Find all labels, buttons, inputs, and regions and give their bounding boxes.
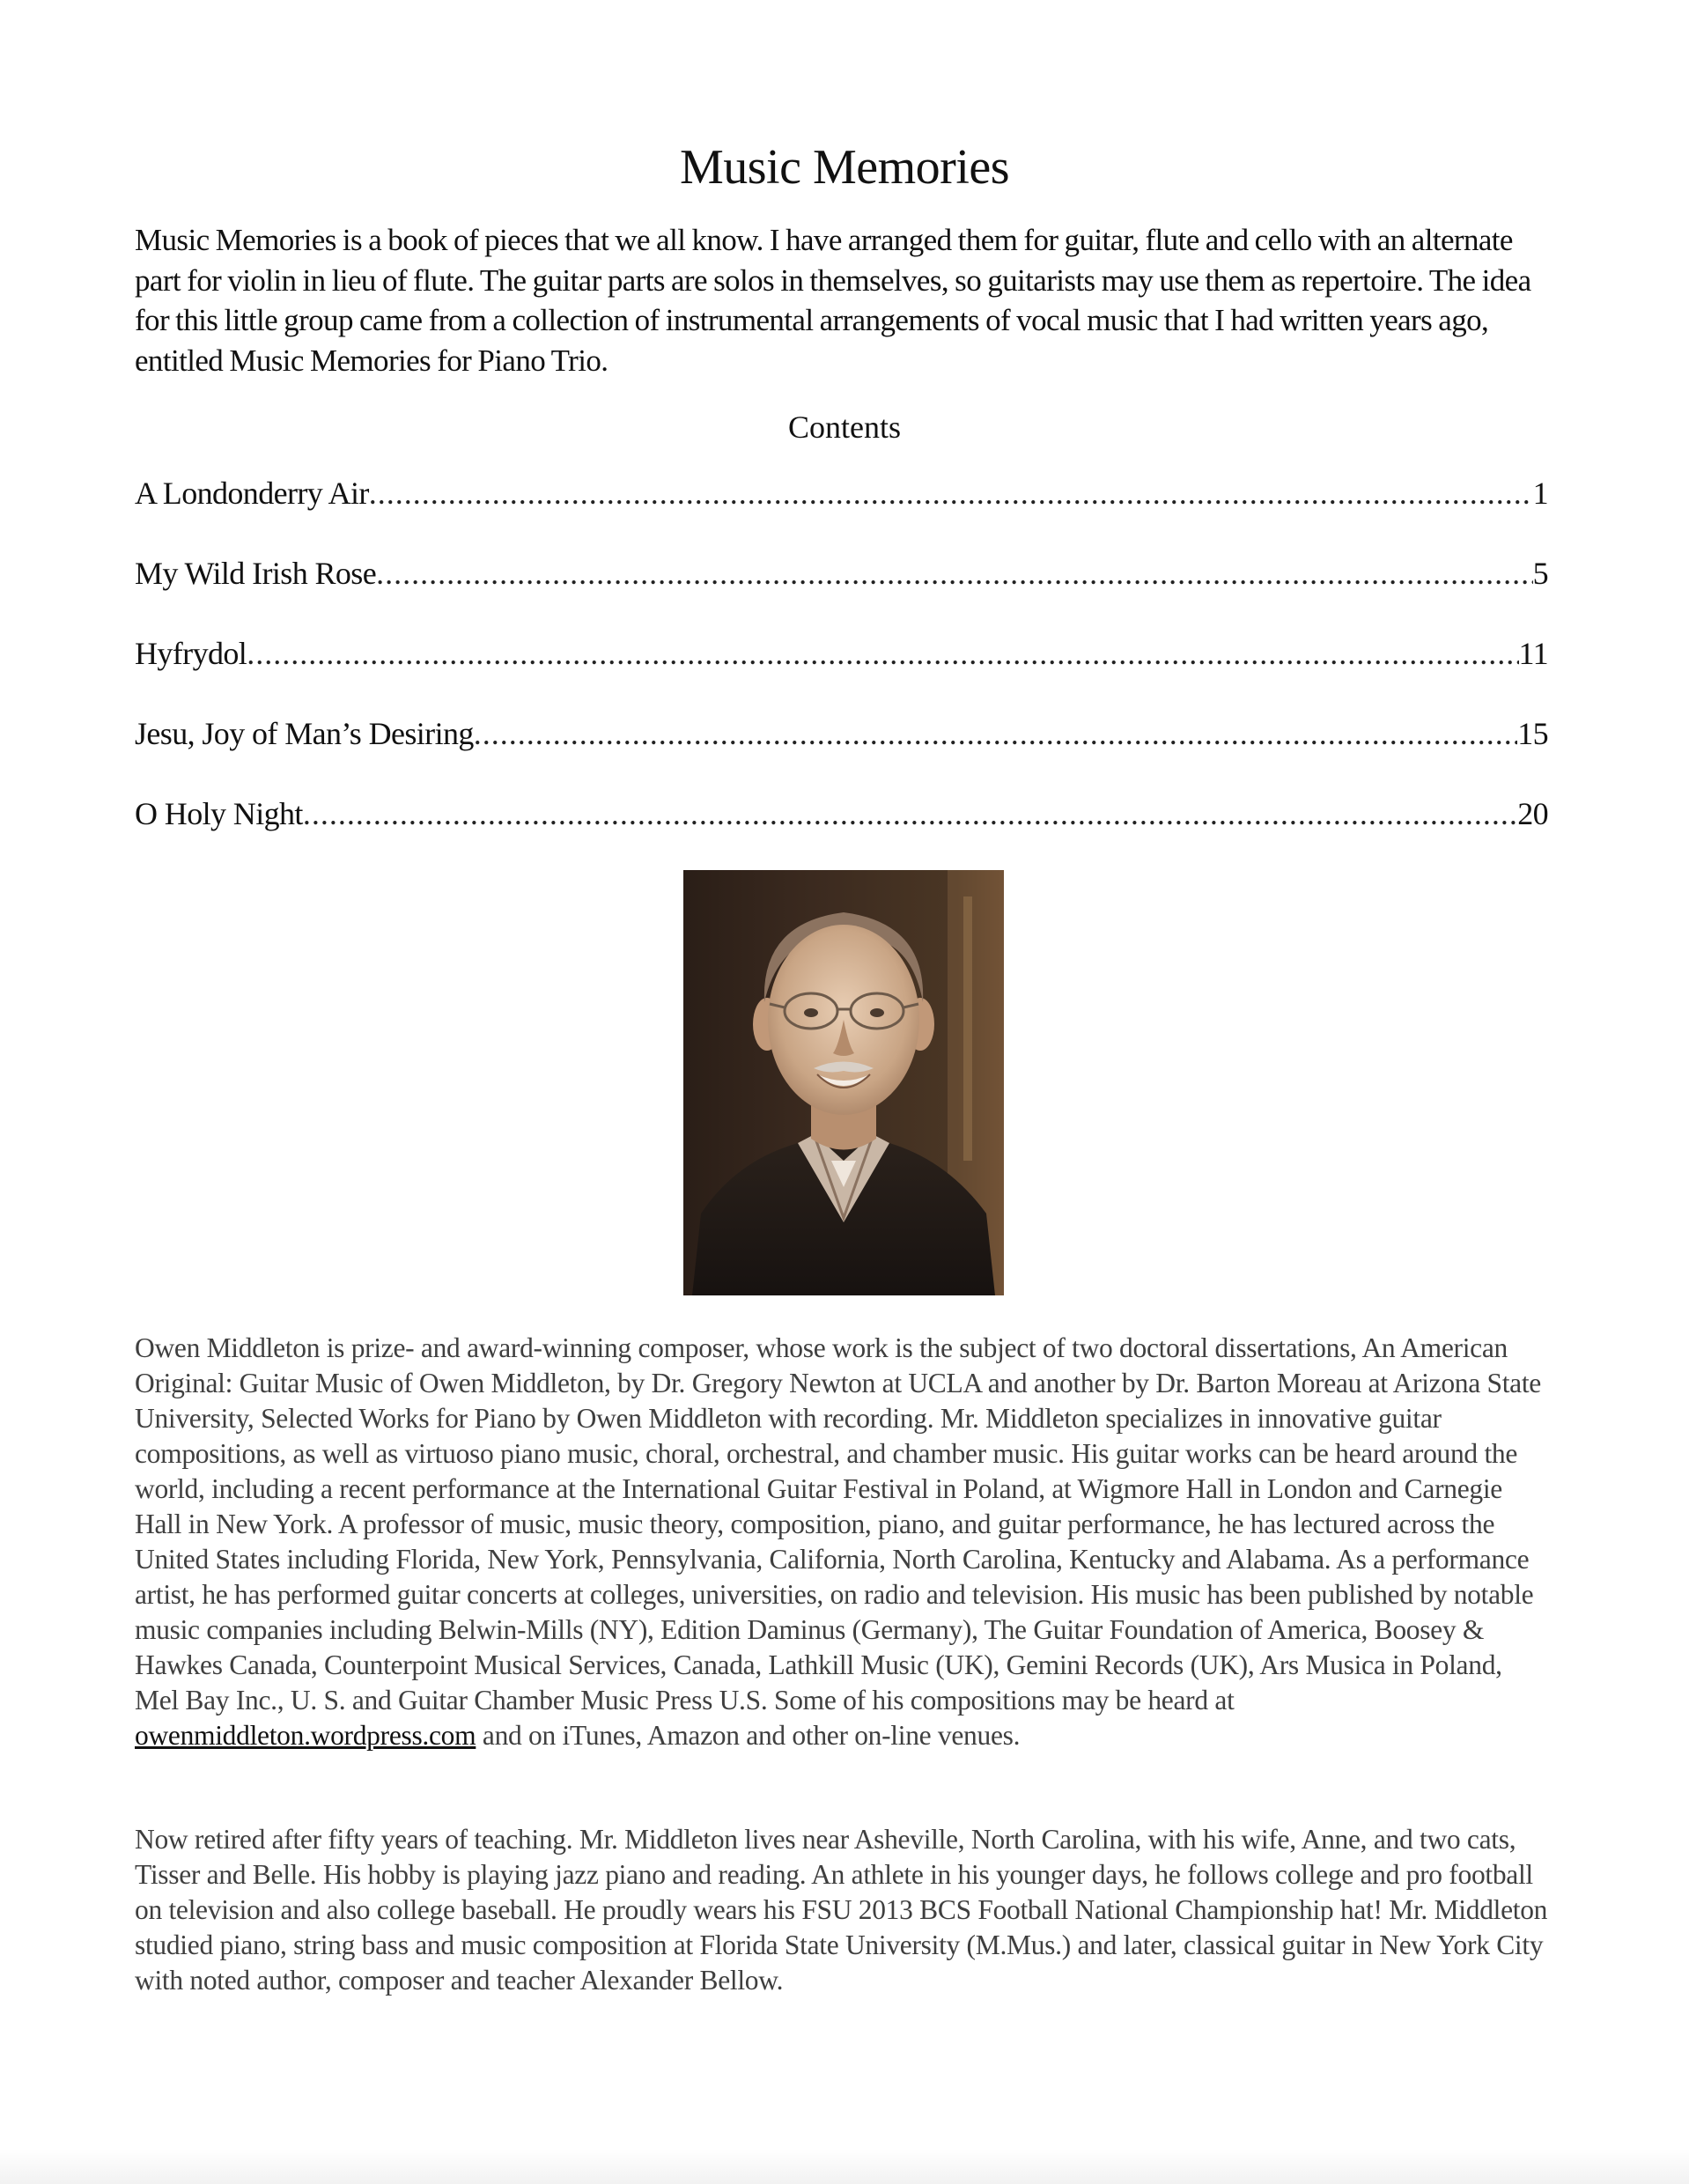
toc-entry-title: O Holy Night bbox=[135, 796, 303, 831]
toc-entry-title: A Londonderry Air bbox=[135, 476, 369, 511]
toc-dot-leader bbox=[369, 467, 1533, 520]
website-link[interactable]: owenmiddleton.wordpress.com bbox=[135, 1720, 476, 1751]
toc-entry bbox=[135, 707, 1548, 787]
toc-entry-title: My Wild Irish Rose bbox=[135, 556, 377, 591]
intro-paragraph: Music Memories is a book of pieces that we all know. I have arranged them for guitar, flute and cello with an alternate part for violin in lieu of flute. The guitar parts are solos in themselves, so guitarists may use them as repertoire. The idea for this little group came from a collection of instrumental arrangements of vocal music that I had written years ago, entitled Music Memories for Piano Trio. bbox=[135, 223, 1531, 378]
toc-entry-title: Jesu, Joy of Man’s Desiring bbox=[135, 716, 474, 751]
contents-heading: Contents bbox=[787, 410, 901, 445]
page-title: Music Memories bbox=[679, 140, 1010, 195]
composer-portrait-photo bbox=[683, 870, 1004, 1295]
toc-entry bbox=[135, 467, 1548, 547]
toc-entry-page: 11 bbox=[1518, 636, 1548, 671]
toc-dot-leader bbox=[376, 547, 1533, 600]
bio-paragraph-2: Now retired after fifty years of teaching. Mr. Middleton lives near Asheville, North Carolina, with his wife, Anne, and two cats, Tisser and Belle. His hobby is playing jazz piano and reading. An athlete in his younger days, he follows college and pro football on television and also college baseball. He proudly wears his FSU 2013 BCS Football National Championship hat! Mr. Middleton studied piano, string bass and music composition at Florida State University (M.Mus.) and later, classical guitar in New York City with noted author, composer and teacher Alexander Bellow. bbox=[135, 1824, 1548, 1996]
bio-paragraph-1-tail: and on iTunes, Amazon and other on-line venues. bbox=[476, 1720, 1021, 1751]
toc-dot-leader bbox=[474, 707, 1517, 760]
toc-dot-leader bbox=[247, 627, 1518, 680]
toc-entry bbox=[135, 787, 1548, 867]
toc-entry-page: 1 bbox=[1532, 476, 1548, 511]
toc-entry-page: 5 bbox=[1532, 556, 1548, 591]
table-of-contents bbox=[135, 467, 1548, 867]
toc-entry bbox=[135, 627, 1548, 707]
toc-entry-title: Hyfrydol bbox=[135, 636, 247, 671]
bio-paragraph-1 bbox=[135, 1331, 1553, 1753]
toc-entry-page: 20 bbox=[1517, 796, 1548, 831]
toc-entry-page: 15 bbox=[1517, 716, 1548, 751]
page-bottom-edge bbox=[0, 2149, 1689, 2184]
portrait-illustration bbox=[683, 870, 1004, 1295]
bio-paragraph-1-text: Owen Middleton is prize- and award-winning composer, whose work is the subject of two doctoral dissertations, An American Original: Guitar Music of Owen Middleton, by Dr. Gregory Newton at UCLA and another by Dr. Barton Moreau at Arizona State University, Selected Works for Piano by Owen Middleton with recording. Mr. Middleton specializes in innovative guitar compositions, as well as virtuoso piano music, choral, orchestral, and chamber music. His guitar works can be heard around the world, including a recent performance at the International Guitar Festival in Poland, at Wigmore Hall in London and Carnegie Hall in New York. A professor of music, music theory, composition, piano, and guitar performance, he has lectured across the United States including Florida, New York, Pennsylvania, California, North Carolina, Kentucky and Alabama. As a performance artist, he has performed guitar concerts at colleges, universities, on radio and television. His music has been published by notable music companies including Belwin-Mills (NY), Edition Daminus (Germany), The Guitar Foundation of America, Boosey & Hawkes Canada, Counterpoint Musical Services, Canada, Lathkill Music (UK), Gemini Records (UK), Ars Musica in Poland, Mel Bay Inc., U. S. and Guitar Chamber Music Press U.S. Some of his compositions may be heard at bbox=[135, 1332, 1541, 1715]
toc-dot-leader bbox=[303, 787, 1517, 840]
toc-entry bbox=[135, 547, 1548, 627]
